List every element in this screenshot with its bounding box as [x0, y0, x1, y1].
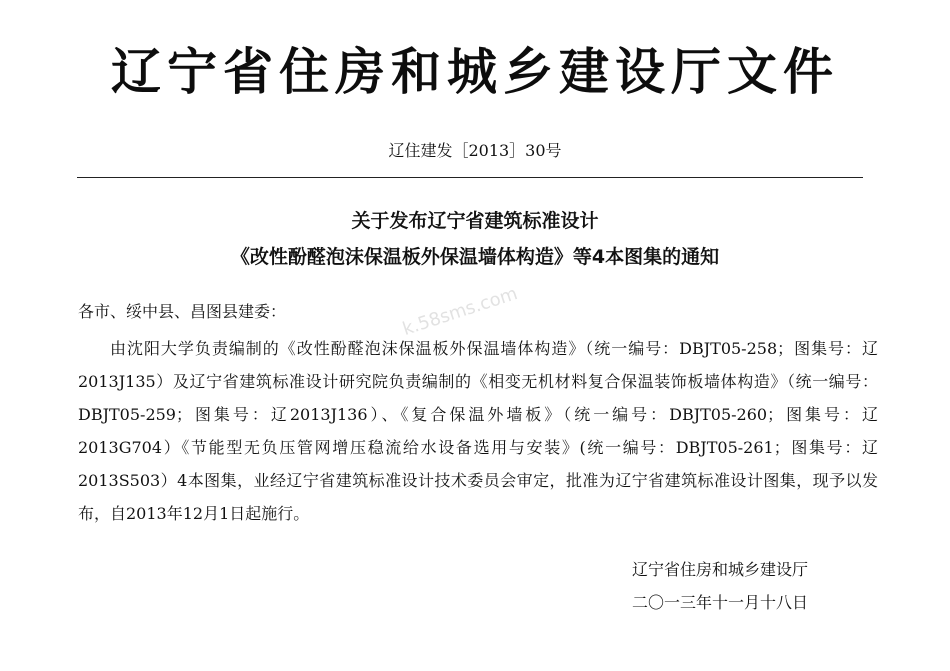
issuer-title: 辽宁省住房和城乡建设厅文件 — [111, 43, 839, 101]
notice-title-line-2: 《改性酚醛泡沫保温板外保温墙体构造》等4本图集的通知 — [230, 246, 720, 268]
document-number: 辽住建发［2013］30号 — [388, 141, 562, 160]
salutation: 各市、绥中县、昌图县建委： — [78, 302, 287, 321]
signature-date: 二〇一三年十一月十八日 — [632, 593, 809, 612]
signature-block — [632, 553, 808, 619]
signature-issuer: 辽宁省住房和城乡建设厅 — [632, 560, 809, 579]
notice-title-line-1: 关于发布辽宁省建筑标准设计 — [351, 210, 599, 232]
watermark: k.58sms.com — [400, 283, 521, 340]
header-divider — [77, 177, 863, 178]
notice-body: 由沈阳大学负责编制的《改性酚醛泡沫保温板外保温墙体构造》（统一编号：DBJT05-258；图集号：辽2013J135）及辽宁省建筑标准设计研究院负责编制的《相变无机材料复合保温装饰板墙体构造》（统一编号：DBJT05-259；图集号：辽2013J136）、《复合保温外墙板》（统一编号：DBJT05-260；图集号：辽2013G704）《节能型无负压管网增压稳流给水设备选用与安装》(统一编号：DBJT05-261；图集号：辽2013S503）4本图集，业经辽宁省建筑标准设计技术委员会审定，批准为辽宁省建筑标准设计图集，现予以发布，自2013年12月1日起施行。 — [78, 339, 878, 523]
